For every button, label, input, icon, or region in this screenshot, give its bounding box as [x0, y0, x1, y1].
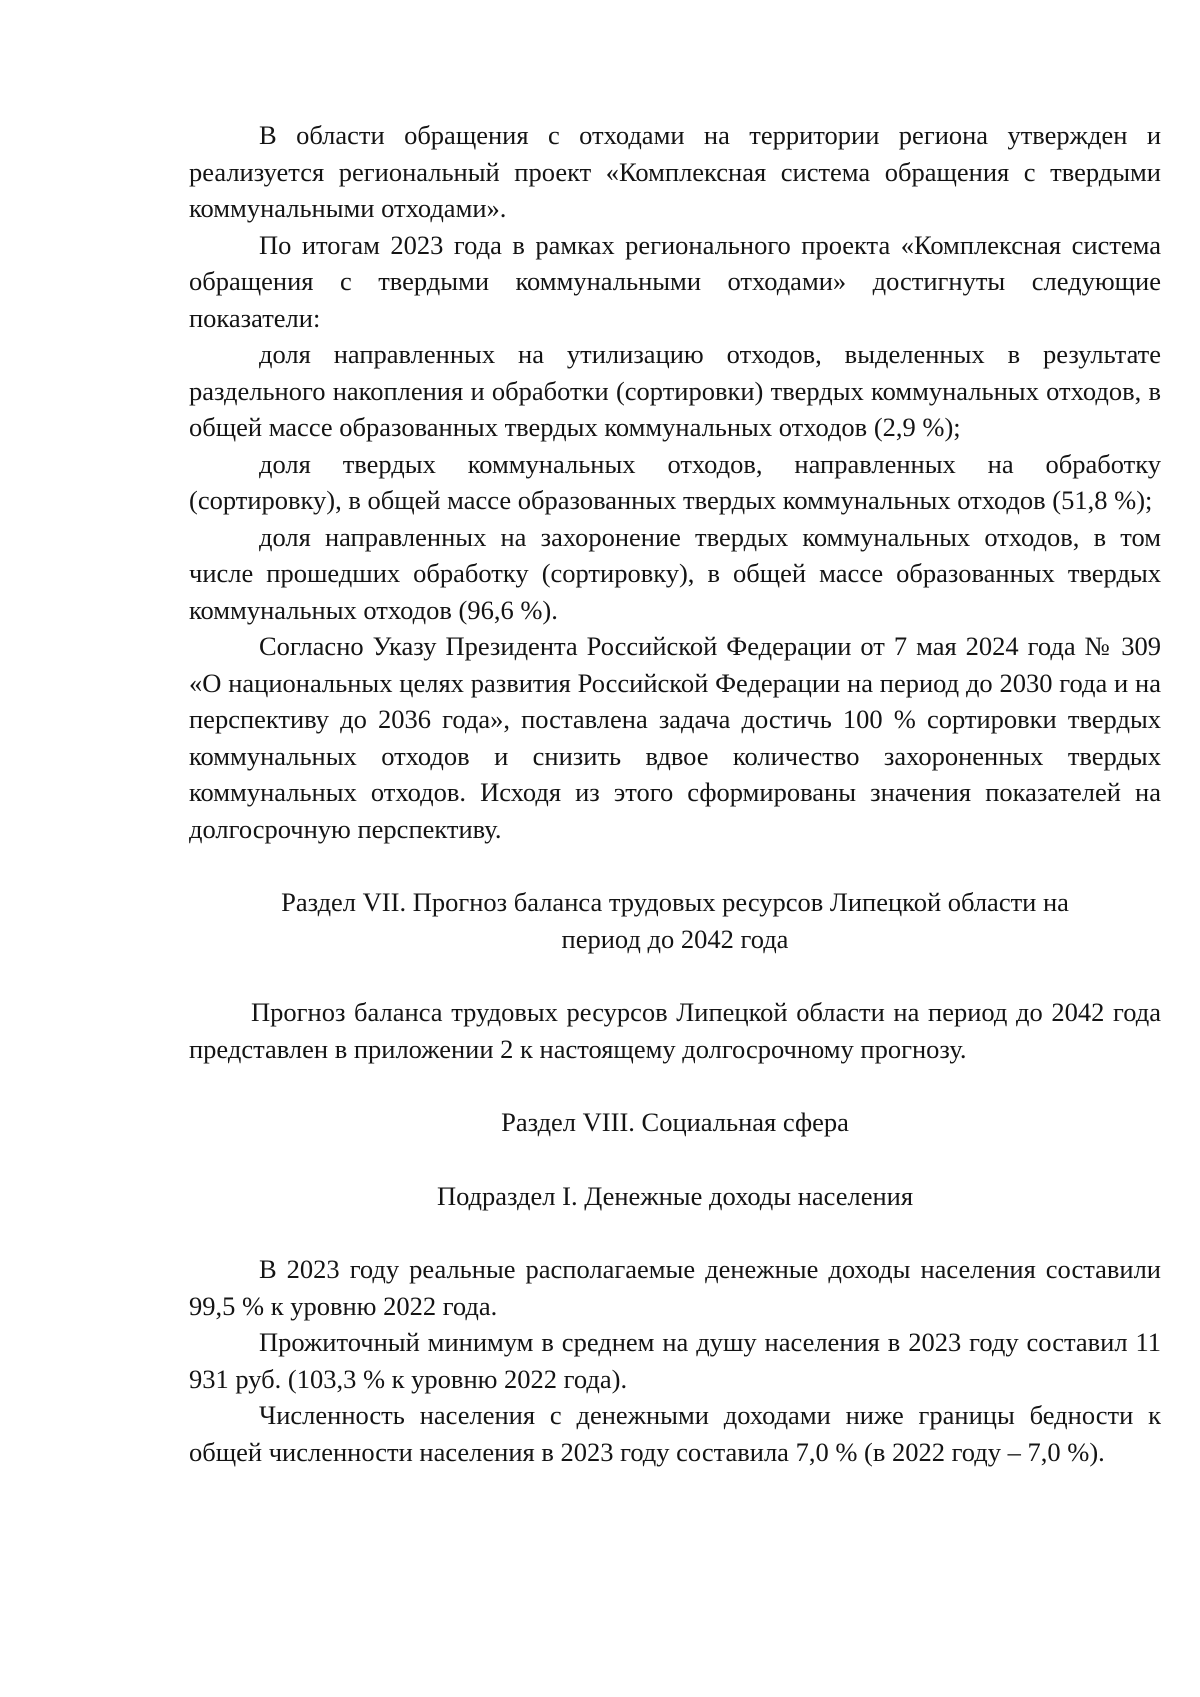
paragraph-indicator-recycling: доля направленных на утилизацию отходов, выделенных в результате раздельного накопления и обработки (сортировки) твердых коммунальных отходов, в общей массе образованных твердых коммунальных отходов (2,9 %);: [189, 339, 1161, 442]
section-7-heading-line-2: период до 2042 года: [561, 923, 789, 954]
paragraph-real-incomes: В 2023 году реальные располагаемые денежные доходы населения составили 99,5 % к уровню 2022 года.: [189, 1254, 1161, 1321]
section-7-heading: [189, 884, 1161, 957]
paragraph-presidential-decree: Согласно Указу Президента Российской Федерации от 7 мая 2024 года № 309 «О национальных целях развития Российской Федерации на период до 2030 года и на перспективу до 2036 года», поставлена задача достичь 100 % сортировки твердых коммунальных отходов и снизить вдвое количество захороненных твердых коммунальных отходов. Исходя из этого сформированы значения показателей на долгосрочную перспективу.: [189, 631, 1161, 844]
section-8-heading: Раздел VIII. Социальная сфера: [501, 1107, 849, 1137]
paragraph-waste-project: В области обращения с отходами на территории региона утвержден и реализуется региональный проект «Комплексная система обращения с твердыми коммунальными отходами».: [189, 120, 1161, 223]
paragraph-indicator-landfill: доля направленных на захоронение твердых коммунальных отходов, в том числе прошедших обработку (сортировку), в общей массе образованных твердых коммунальных отходов (96,6 %).: [189, 521, 1161, 625]
paragraph-poverty-share: Численность населения с денежными доходами ниже границы бедности к общей численности населения в 2023 году составила 7,0 % (в 2022 году – 7,0 %).: [189, 1400, 1161, 1467]
paragraph-subsistence-minimum: Прожиточный минимум в среднем на душу населения в 2023 году составил 11 931 руб. (103,3 % к уровню 2022 года).: [189, 1327, 1161, 1394]
subsection-1-heading: Подраздел I. Денежные доходы населения: [436, 1180, 914, 1211]
document-page: [189, 117, 1161, 1470]
paragraph-labor-balance: Прогноз баланса трудовых ресурсов Липецкой области на период до 2042 года представлен в приложении 2 к настоящему долгосрочному прогнозу.: [189, 997, 1161, 1064]
paragraph-indicator-sorting: доля твердых коммунальных отходов, направленных на обработку (сортировку), в общей массе образованных твердых коммунальных отходов (51,8 %);: [189, 448, 1161, 515]
section-7-heading-line-1: Раздел VII. Прогноз баланса трудовых ресурсов Липецкой области на: [281, 887, 1069, 917]
paragraph-results-2023: По итогам 2023 года в рамках регионального проекта «Комплексная система обращения с твердыми коммунальными отходами» достигнуты следующие показатели:: [189, 229, 1161, 333]
